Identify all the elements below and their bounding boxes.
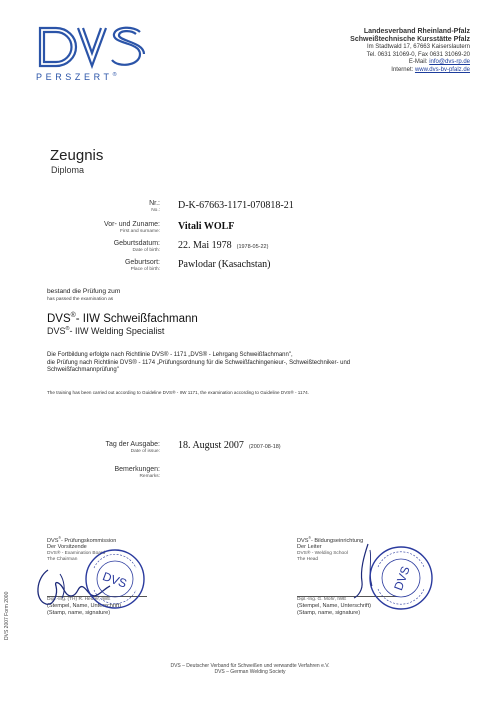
document-title: Zeugnis [50,147,104,164]
svg-text:DVS: DVS [100,569,129,591]
footer-line-de: DVS – Deutscher Verband für Schweißen und verwandte Verfahren e.V. [170,663,330,669]
welding-school-block: DVS®- Bildungseinrichtung Der Leiter DVS® - Welding School The Head [297,536,364,563]
stamp-left-icon [84,548,146,610]
qualification-en: DVS®- IIW Welding Specialist [47,326,165,336]
name-label: Vor- und Zuname: First and surname: [103,221,160,234]
nr-label: Nr.: No.: [149,200,160,213]
school-name: Schweißtechnische Kursstätte Pfalz [350,36,470,43]
exam-board-block: DVS®- Prüfungskommission Der Vorsitzende DVS® - Examination Board The Chairman [47,536,117,563]
address-email: E-Mail: info@dvs-rp.de [408,59,470,66]
stamp-right-icon [368,545,434,611]
exam-board-signer: Dipl.-Ing. (TH) R. Heuter, IWE (Stempel, Name, Unterschrift) (Stamp, name, signature) [47,597,121,616]
internet-link[interactable]: www.dvs-bv-pfalz.de [414,66,470,73]
logo-subtext: PERSZERT® [36,72,121,82]
dob-label: Geburtsdatum: Date of birth: [113,240,160,253]
training-notes-en: The training has been carried out according to Guideline DVS® - IIW 1171, the examination according to Guideline DVS® - 1174. [47,390,309,395]
nr-value: D-K-67663-1171-070818-21 [178,200,294,211]
footer-line-en: DVS – German Welding Society [214,669,286,676]
address-street: Im Stadtwald 17, 67663 Kaiserslautern [366,44,470,50]
welding-school-signer: Dipl.-Ing. G. Mohr, IWE (Stempel, Name, Unterschrift) (Stamp, name, signature) [297,597,371,616]
document-subtitle: Diploma [51,165,85,175]
name-value: Vitali WOLF [178,221,235,232]
qualification-de: DVS®- IIW Schweißfachmann [47,312,198,325]
exam-passed-text: bestand die Prüfung zum has passed the examination as [47,288,121,302]
address-phone: Tel. 0631 31069-0, Fax 0631 31069-20 [366,51,470,58]
dob-value: 22. Mai 1978 (1978-05-22) [178,240,269,251]
dvs-logo [36,22,146,72]
address-internet: Internet: www.dvs-bv-pfalz.de [391,66,470,73]
form-number: DVS 2007 Form 2000 [4,591,10,640]
pob-label: Geburtsort: Place of birth: [124,259,160,272]
pob-value: Pawlodar (Kasachstan) [178,259,271,270]
issue-date-value: 18. August 2007 (2007-08-18) [178,440,281,451]
remarks-label: Bemerkungen: Remarks: [114,466,160,479]
footer [0,663,500,676]
association-name: Landesverband Rheinland-Pfalz [363,28,470,35]
association-address [260,28,470,74]
email-link[interactable]: info@dvs-rp.de [429,59,470,66]
issue-date-label: Tag der Ausgabe: Date of issue: [105,441,160,454]
training-notes: Die Fortbildung erfolgte nach Richtlinie DVS® - 1171 „DVS® - Lehrgang Schweißfachmann", die Prüfung nach Richtlinie DVS® - 1174 „Prüfungsordnung für die Schweißfachingenieur-, Schweißtechniker- und Schweißfachmannprüfung" [47,352,351,374]
svg-text:DVS: DVS [391,564,413,593]
